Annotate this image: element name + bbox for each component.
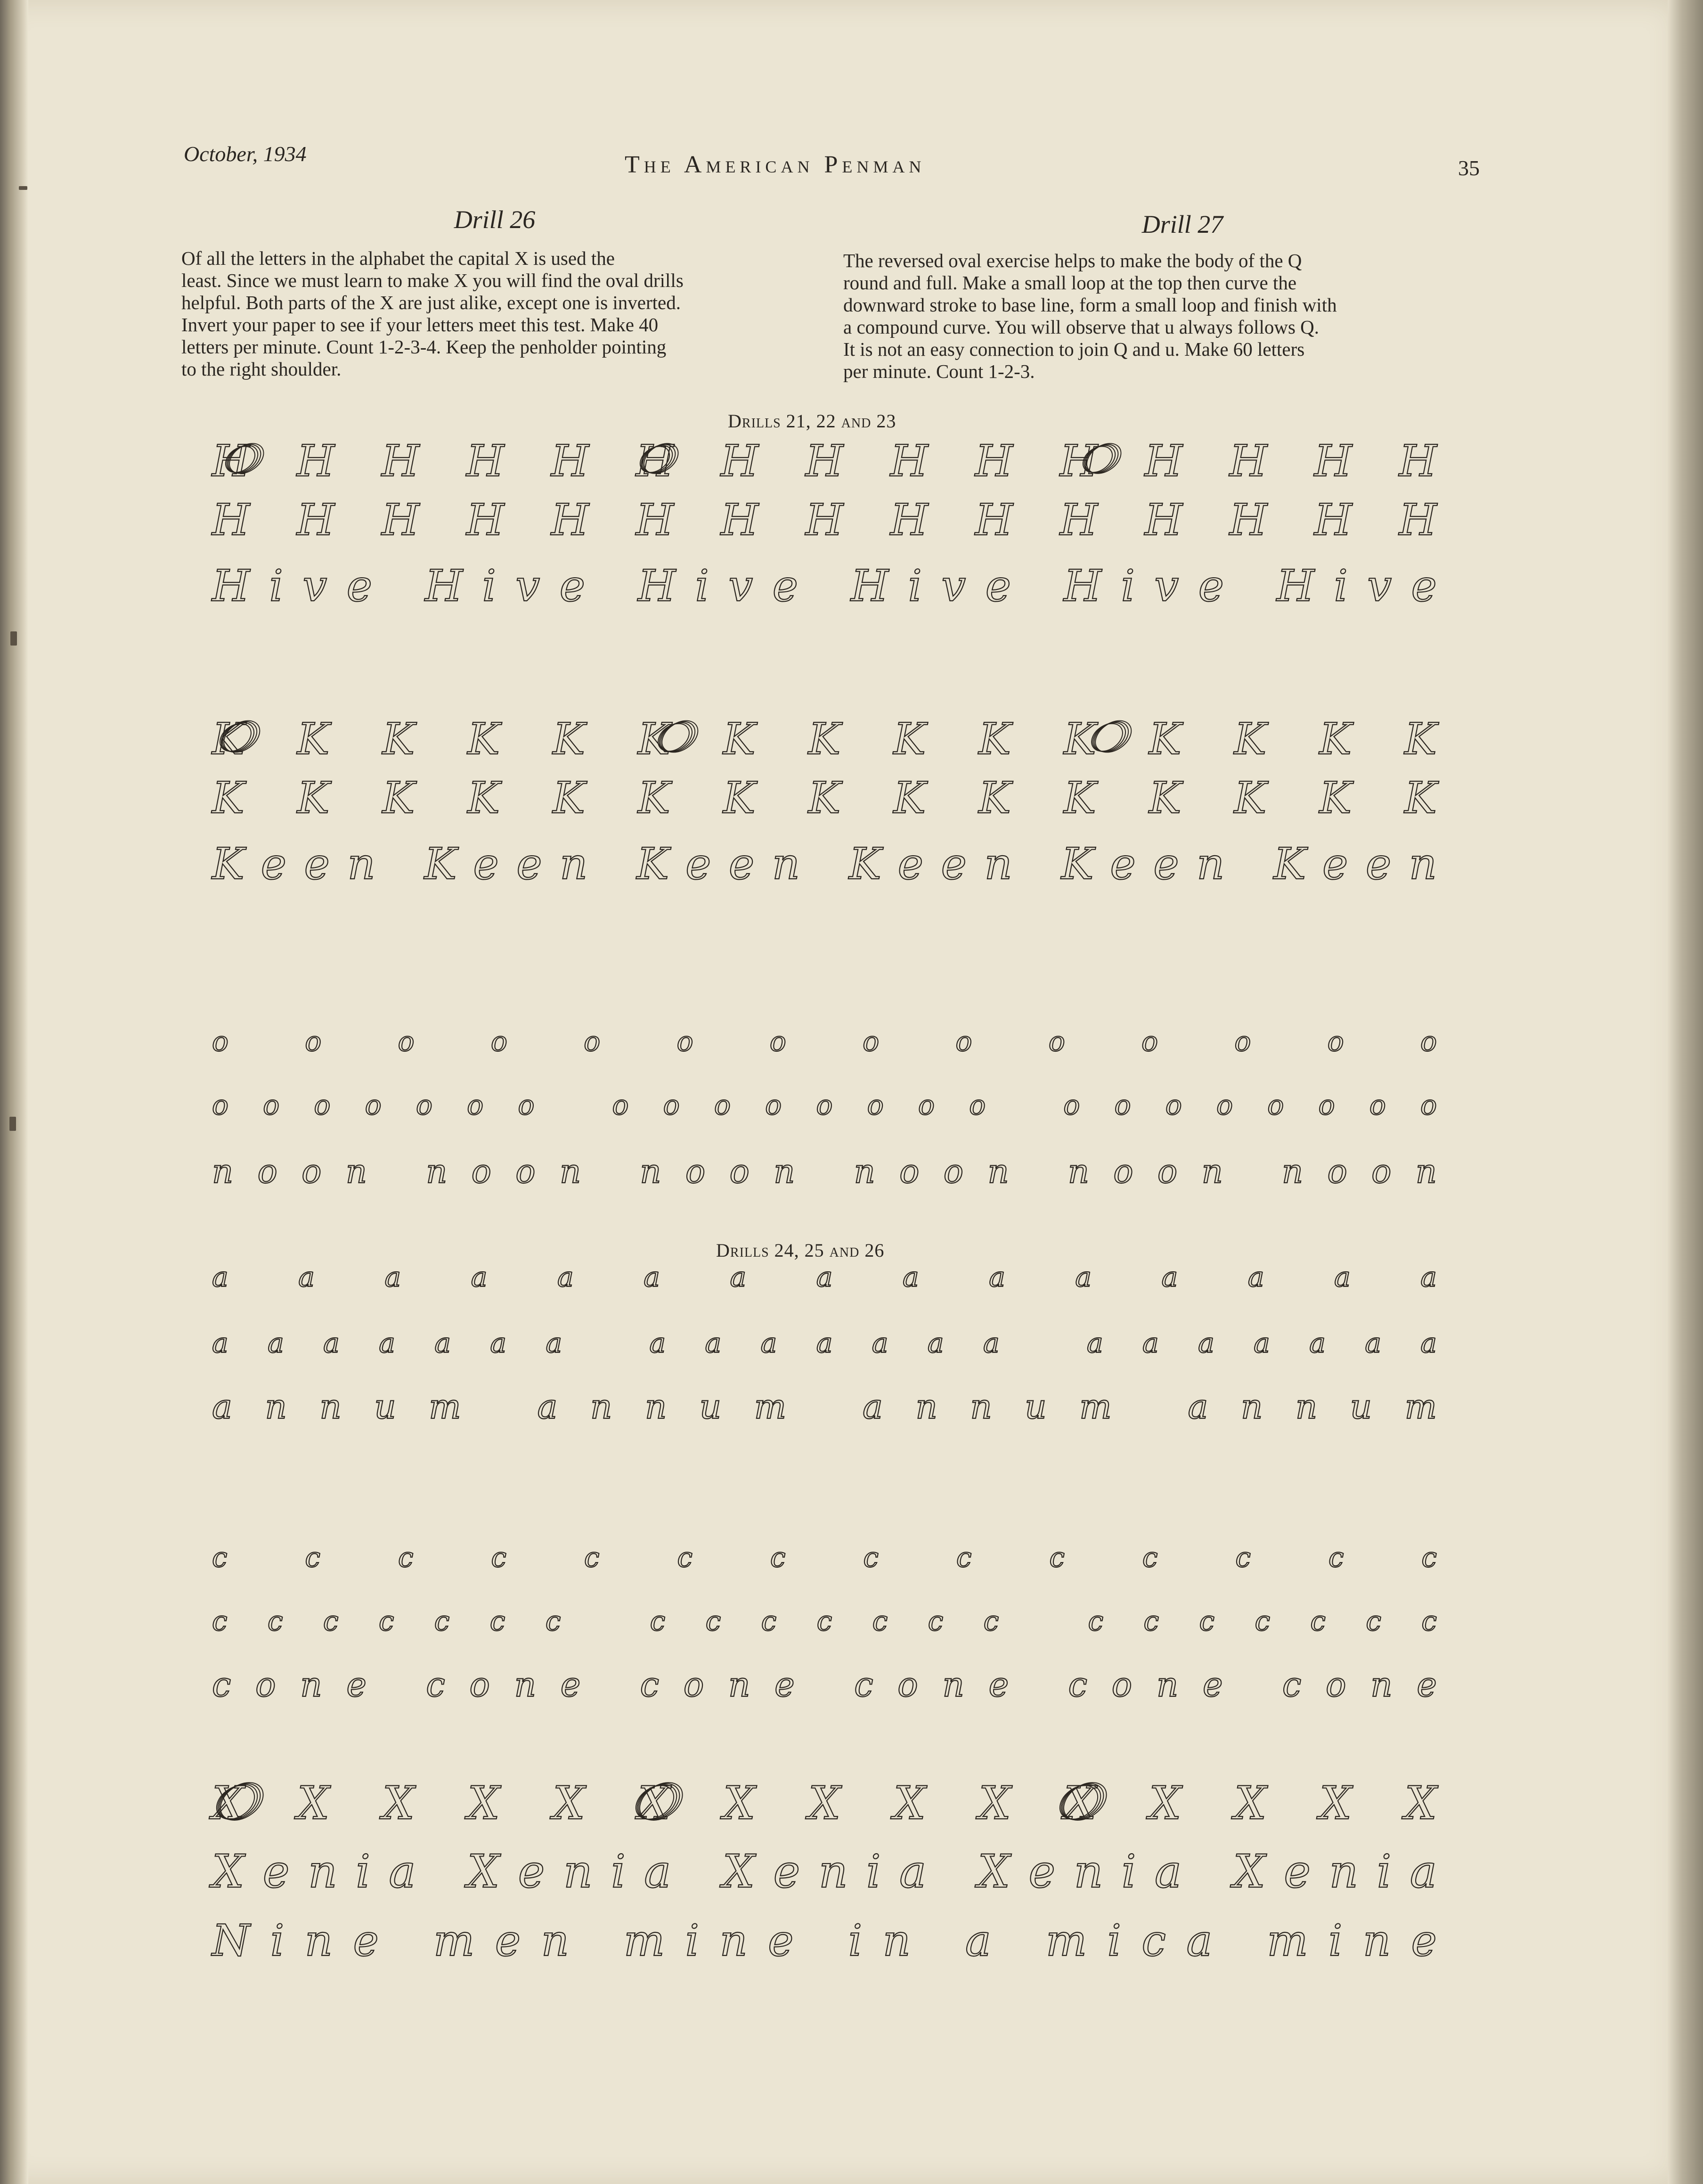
oval-drill-stroke [1090,714,1137,759]
header-date: October, 1934 [184,142,307,166]
caption-drills-21-23: Drills 21, 22 and 23 [728,410,896,432]
specimen-row: Nine men mine in a mica mine [212,1915,1437,1966]
binding-mark [9,1117,16,1131]
binding-mark [10,631,17,646]
text-line: letters per minute. Count 1-2-3-4. Keep the penholder pointing [181,336,667,358]
drill-26-heading: Drill 26 [454,205,536,234]
drill-26-text [181,247,817,380]
page-edge [1668,0,1703,2184]
text-line: least. Since we must learn to make X you will find the oval drills [181,270,684,291]
caption-drills-24-26: Drills 24, 25 and 26 [716,1240,885,1261]
text-line: a compound curve. You will observe that u always follows Q. [843,316,1320,338]
specimen-row: ccccccc ccccccc ccccccc [212,1605,1437,1637]
specimen-row: Xenia Xenia Xenia Xenia Xenia [212,1845,1437,1898]
header-title: The American Penman [625,151,926,178]
text-line: helpful. Both parts of the X are just alike, except one is inverted. [181,292,681,313]
text-line: Invert your paper to see if your letters meet this test. Make 40 [181,314,659,335]
binding-mark [19,186,27,190]
specimen-drawing [203,424,1465,2050]
drill-27-heading: Drill 27 [1141,210,1223,238]
specimen-row: aaaaaaa aaaaaaa aaaaaaa [212,1327,1437,1359]
specimen-row: X X X X X X X X X X X X X X X [212,1777,1437,1830]
specimen-row: Keen Keen Keen Keen Keen Keen [212,839,1437,889]
specimen-row: H H H H H H H H H H H H H H H [212,495,1437,545]
text-line: It is not an easy connection to join Q and u. Make 60 letters [843,338,1305,360]
text-line: to the right shoulder. [181,358,342,380]
specimen-row: ooooooo oooooooo oooooooo [212,1089,1437,1121]
drill-27-text [843,250,1479,383]
specimen-row: K K K K K K K K K K K K K K K [212,773,1437,823]
specimen-row: o o o o o o o o o o o o o o [212,1025,1437,1057]
specimen-row: Hive Hive Hive Hive Hive Hive [212,561,1437,611]
specimen-row: noon noon noon noon noon noon [212,1152,1437,1191]
book-binding [0,0,28,2184]
text-line: downward stroke to base line, form a small loop and finish with [843,294,1337,316]
text-line: The reversed oval exercise helps to make the body of the Q [843,250,1302,271]
page-number: 35 [1458,156,1480,180]
specimen-row: a a a a a a a a a a a a a a a [212,1261,1437,1293]
specimen-row: H H H H H H H H H H H H H H H [212,436,1437,486]
text-line: Of all the letters in the alphabet the capital X is used the [181,247,615,269]
specimen-row: K K K K K K K K K K K K K K K [212,714,1437,764]
specimen-row: annum annum annum annum [212,1387,1437,1426]
specimen-row: cone cone cone cone cone cone [212,1665,1437,1704]
text-line: per minute. Count 1-2-3. [843,360,1035,382]
text-line: round and full. Make a small loop at the top then curve the [843,272,1297,294]
specimen-row: c c c c c c c c c c c c c c [212,1541,1437,1573]
penmanship-specimens [203,424,1465,2050]
